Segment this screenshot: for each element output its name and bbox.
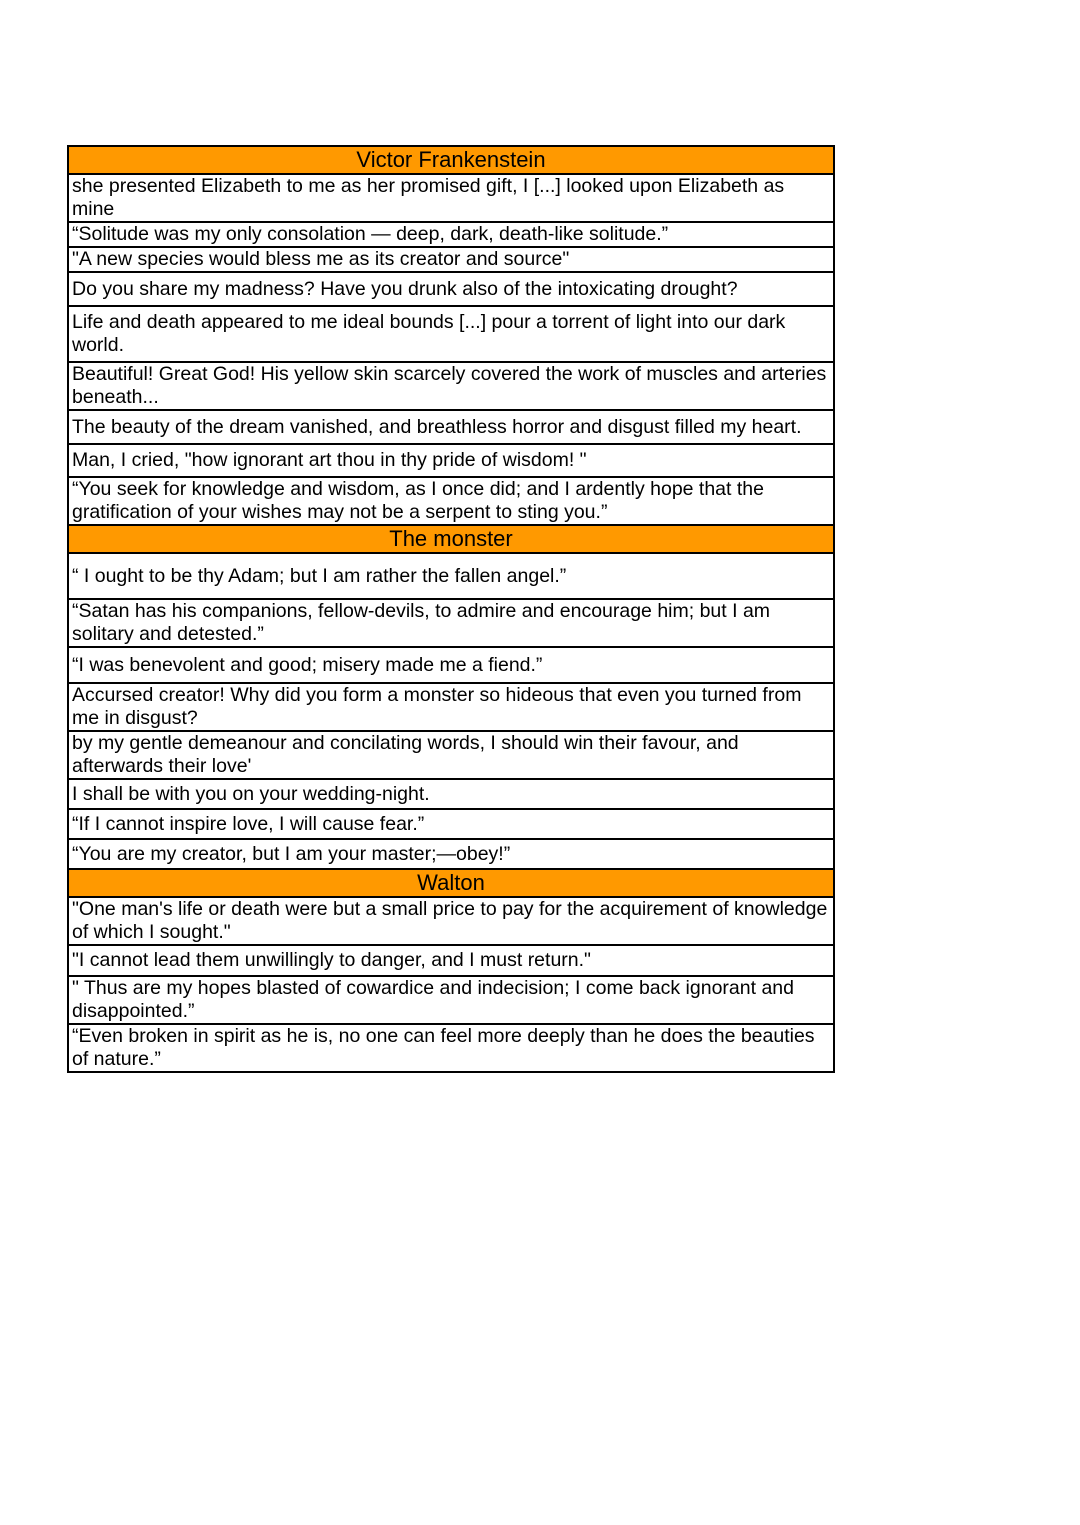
- table-row: [68, 222, 834, 247]
- table-row: [68, 731, 834, 779]
- table-row: [68, 809, 834, 839]
- quote-cell: by my gentle demeanour and concilating words, I should win their favour, and afterwards their love': [68, 731, 834, 779]
- section-title: Walton: [68, 869, 834, 897]
- section-header-monster: [68, 525, 834, 553]
- quote-cell: “Even broken in spirit as he is, no one can feel more deeply than he does the beauties of nature.”: [68, 1024, 834, 1072]
- quote-cell: “I was benevolent and good; misery made me a fiend.”: [68, 647, 834, 683]
- table-row: [68, 174, 834, 222]
- quote-cell: "A new species would bless me as its creator and source": [68, 247, 834, 272]
- table-row: [68, 976, 834, 1024]
- section-header-walton: [68, 869, 834, 897]
- table-row: [68, 683, 834, 731]
- table-row: [68, 647, 834, 683]
- quote-cell: I shall be with you on your wedding-night.: [68, 779, 834, 809]
- table-row: [68, 272, 834, 306]
- table-row: [68, 306, 834, 362]
- quote-cell: Beautiful! Great God! His yellow skin scarcely covered the work of muscles and arteries beneath...: [68, 362, 834, 410]
- table-row: [68, 553, 834, 599]
- quote-cell: "I cannot lead them unwillingly to danger, and I must return.": [68, 945, 834, 976]
- quote-table: [67, 145, 835, 1073]
- quote-cell: “Solitude was my only consolation — deep, dark, death-like solitude.”: [68, 222, 834, 247]
- table-row: [68, 410, 834, 444]
- table-row: [68, 362, 834, 410]
- quote-cell: “You are my creator, but I am your master;—obey!”: [68, 839, 834, 869]
- table-row: [68, 897, 834, 945]
- section-header-victor: [68, 146, 834, 174]
- quote-cell: “Satan has his companions, fellow-devils, to admire and encourage him; but I am solitary and detested.”: [68, 599, 834, 647]
- section-title: The monster: [68, 525, 834, 553]
- quote-cell: Man, I cried, "how ignorant art thou in thy pride of wisdom! ": [68, 444, 834, 477]
- table-row: [68, 1024, 834, 1072]
- quote-cell: Do you share my madness? Have you drunk also of the intoxicating drought?: [68, 272, 834, 306]
- table-row: [68, 599, 834, 647]
- section-title: Victor Frankenstein: [68, 146, 834, 174]
- quote-cell: “If I cannot inspire love, I will cause fear.”: [68, 809, 834, 839]
- quote-cell: she presented Elizabeth to me as her promised gift, I [...] looked upon Elizabeth as mine: [68, 174, 834, 222]
- quote-cell: “ I ought to be thy Adam; but I am rather the fallen angel.”: [68, 553, 834, 599]
- table-row: [68, 945, 834, 976]
- table-row: [68, 779, 834, 809]
- table-row: [68, 247, 834, 272]
- quote-cell: “You seek for knowledge and wisdom, as I once did; and I ardently hope that the gratification of your wishes may not be a serpent to sting you.”: [68, 477, 834, 525]
- quote-cell: " Thus are my hopes blasted of cowardice and indecision; I come back ignorant and disappointed.”: [68, 976, 834, 1024]
- quote-cell: Accursed creator! Why did you form a monster so hideous that even you turned from me in disgust?: [68, 683, 834, 731]
- quote-cell: Life and death appeared to me ideal bounds [...] pour a torrent of light into our dark world.: [68, 306, 834, 362]
- table-row: [68, 444, 834, 477]
- table-row: [68, 839, 834, 869]
- quote-cell: The beauty of the dream vanished, and breathless horror and disgust filled my heart.: [68, 410, 834, 444]
- quote-cell: "One man's life or death were but a small price to pay for the acquirement of knowledge of which I sought.": [68, 897, 834, 945]
- table-row: [68, 477, 834, 525]
